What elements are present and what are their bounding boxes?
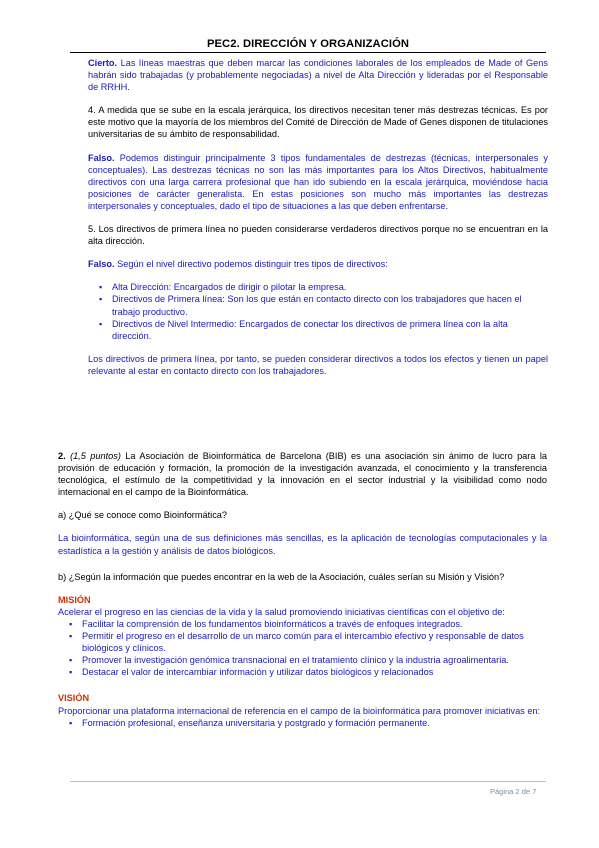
- answer-4-lead: Falso.: [88, 152, 115, 163]
- list-item: ▪ Destacar el valor de intercambiar información y utilizar datos biológicos y relacionados: [58, 666, 547, 678]
- answer-2a: La bioinformática, según una de sus definiciones más sencillas, es la aplicación de tecnologías computacionales y la estadística a la gestión y análisis de datos biológicos.: [58, 533, 547, 556]
- mision-heading: MISIÓN: [58, 594, 91, 605]
- mision-list: [58, 618, 547, 678]
- question-4: 4. A medida que se sube en la escala jerárquica, los directivos necesitan tener más destrezas técnicas. Es por este motivo que la mayoría de los miembros del Comité de Dirección de Made of Genes disponen de titulaciones universitarias de su ámbito de responsabilidad.: [88, 105, 548, 140]
- page-header-title: PEC2. DIRECCIÓN Y ORGANIZACIÓN: [206, 38, 410, 50]
- list-item: ▪ Directivos de Nivel Intermedio: Encargados de conectar los directivos de primera línea con la alta dirección.: [88, 318, 548, 342]
- answer-3-lead: Cierto.: [88, 58, 118, 68]
- answer-5-intro: Falso. Según el nivel directivo podemos distinguir tres tipos de directivos:: [88, 259, 388, 270]
- answer-3: [88, 57, 548, 93]
- list-item: ▪ Directivos de Primera línea: Son los que están en contacto directo con los trabajadores que hacen el trabajo productivo.: [88, 293, 548, 317]
- section-2-content: [58, 450, 547, 729]
- answer-4-text: Podemos distinguir principalmente 3 tipos fundamentales de destrezas (técnicas, interpersonales y conceptuales). Las destrezas técnicas no son las más importantes para los Altos Directivos, habitualmente directivos con una larga carrera profesional que han ido subiendo en la escala jerárquica, moviéndose hacia posiciones de carácter generalista. En estas posiciones son mucho más importantes las destrezas interpersonales y conceptuales, dado el tipo de situaciones a las que deben enfrentarse.: [88, 152, 548, 211]
- list-item: ▪ Promover la investigación genómica transnacional en el tratamiento clínico y la industria agroalimentaria.: [58, 654, 547, 666]
- answer-3-text: Las líneas maestras que deben marcar las condiciones laborales de los empleados de Made of Gens habrán sido trabajadas (y probablemente negociadas) a nivel de Alta Dirección y lideradas por el Responsable de RRHH.: [88, 58, 548, 93]
- list-item: ▪ Alta Dirección: Encargados de dirigir o pilotar la empresa.: [88, 281, 548, 293]
- question-5: 5. Los directivos de primera línea no pueden considerarse verdaderos directivos porque no se encuentran en la alta dirección.: [88, 224, 548, 247]
- footer-divider: [70, 781, 546, 782]
- mision-intro: Acelerar el progreso en las ciencias de la vida y la salud promoviendo iniciativas científicas con el objetivo de:: [58, 606, 505, 617]
- header-divider: [70, 52, 546, 53]
- list-item: ▪ Facilitar la comprensión de los fundamentos bioinformáticos a través de enfoques integrados.: [58, 618, 547, 630]
- vision-intro: Proporcionar una plataforma internacional de referencia en el campo de la bioinformática para promover iniciativas en:: [58, 705, 541, 716]
- vision-list: [58, 717, 547, 729]
- vision-heading: VISIÓN: [58, 693, 90, 704]
- list-item: ▪ Formación profesional, enseñanza universitaria y postgrado y formación permanente.: [58, 717, 547, 729]
- answer-5-lead: Falso.: [88, 259, 115, 270]
- question-2b: b) ¿Según la información que puedes encontrar en la web de la Asociación, cuáles serían su Misión y Visión?: [58, 571, 505, 582]
- section-1-content: [88, 57, 548, 377]
- directivos-list: [88, 281, 548, 341]
- answer-5-conclusion: Los directivos de primera línea, por tanto, se pueden considerar directivos a todos los efectos y tienen un papel relevante al estar en contacto directo con los trabajadores.: [88, 353, 548, 376]
- question-2a: a) ¿Qué se conoce como Bioinformática?: [58, 510, 228, 521]
- page-number: Página 2 de 7: [490, 787, 537, 796]
- list-item: ▪ Permitir el progreso en el desarrollo de un marco común para el intercambio efectivo y responsable de datos biológicos y clínicos.: [58, 630, 547, 654]
- answer-4: [88, 152, 548, 212]
- question-2-intro: 2. (1,5 puntos) La Asociación de Bioinformática de Barcelona (BIB) es una asociación sin ánimo de lucro para la provisión de educación y formación, la promoción de la investigación avanzada, el conocimiento y la transferencia tecnológica, el estímulo de la competitividad y la innovación en el sector industrial y la visibilidad como nodo internacional en el campo de la Bioinformática.: [58, 451, 547, 498]
